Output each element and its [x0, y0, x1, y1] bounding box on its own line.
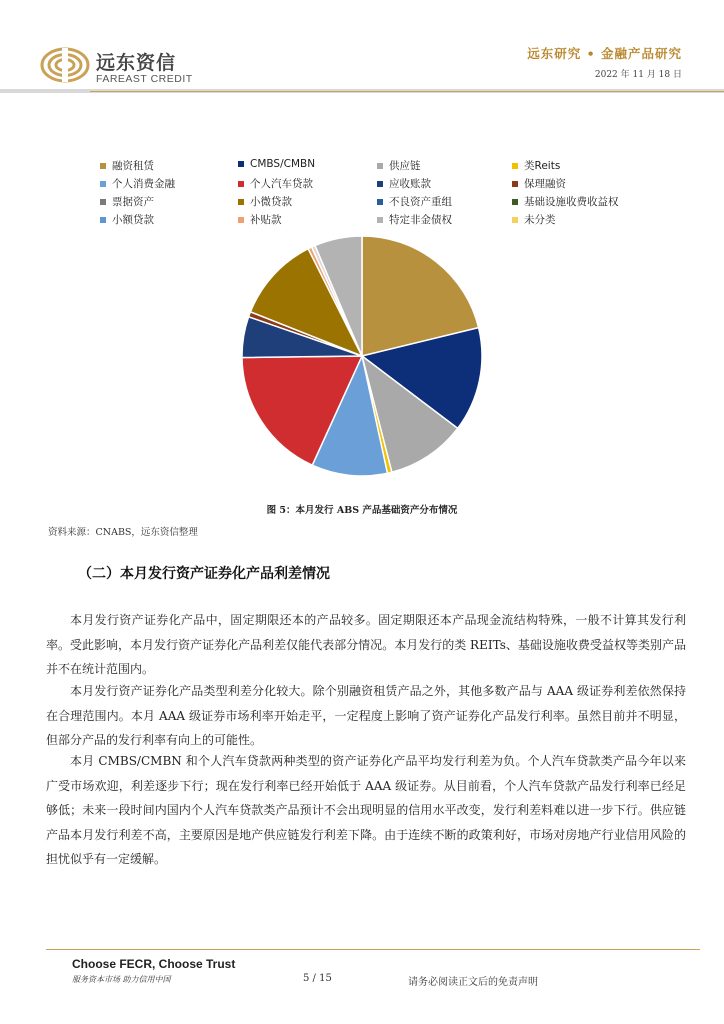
- legend-swatch: [377, 181, 383, 187]
- legend-swatch: [238, 181, 244, 187]
- legend-label: 个人汽车贷款: [250, 178, 313, 190]
- legend-swatch: [377, 217, 383, 223]
- legend-label: 补贴款: [250, 214, 282, 226]
- legend-item: [238, 194, 292, 209]
- body-paragraph: 本月发行资产证券化产品中，固定期限还本的产品较多。固定期限还本产品现金流结构特殊，一般不计算其发行利率。受此影响，本月发行资产证券化产品利差仅能代表部分情况。本月发行的类 REITs、基础设施收费受益权等类别产品并不在统计范围内。: [46, 613, 686, 676]
- header-gold-line: [90, 91, 724, 92]
- logo-english-name: FAREAST CREDIT: [96, 73, 193, 85]
- footer-disclaimer: 请务必阅读正文后的免责声明: [408, 977, 538, 988]
- legend-swatch: [377, 199, 383, 205]
- legend-item: [100, 194, 154, 209]
- legend-item: [377, 194, 452, 209]
- legend-swatch: [100, 217, 106, 223]
- legend-swatch: [100, 181, 106, 187]
- legend-item: [512, 158, 560, 173]
- legend-item: [377, 212, 452, 227]
- footer-slogan: Choose FECR, Choose Trust: [72, 957, 236, 971]
- legend-label: 供应链: [389, 160, 421, 172]
- legend-label: 小微贷款: [250, 196, 292, 208]
- abs-asset-pie-chart: [238, 232, 486, 480]
- legend-swatch: [377, 163, 383, 169]
- legend-item: [512, 194, 619, 209]
- legend-label: CMBS/CMBN: [250, 158, 316, 170]
- legend-item: [512, 212, 556, 227]
- legend-item: [100, 158, 154, 173]
- legend-swatch: [100, 163, 106, 169]
- legend-item: [100, 212, 154, 227]
- body-paragraph: 本月发行资产证券化产品类型利差分化较大。除个别融资租赁产品之外，其他多数产品与 AAA 级证券利差依然保持在合理范围内。本月 AAA 级证券市场利率开始走平，一定程度上影响了资产证券化产品发行利率。虽然目前并不明显，但部分产品的发行利率有向上的可能性。: [46, 684, 686, 747]
- footer-motto: 服务资本市场 助力信用中国: [72, 975, 171, 984]
- legend-item: [377, 176, 431, 191]
- legend-label: 应收账款: [389, 178, 431, 190]
- legend-label: 保理融资: [524, 178, 566, 190]
- legend-label: 不良资产重组: [389, 196, 452, 208]
- report-series-title: 远东研究 • 金融产品研究: [527, 46, 682, 61]
- figure-caption: 图 5：本月发行 ABS 产品基础资产分布情况: [266, 505, 458, 516]
- legend-label: 票据资产: [112, 196, 154, 208]
- legend-swatch: [238, 199, 244, 205]
- data-source-note: 资料来源：CNABS，远东资信整理: [48, 527, 198, 538]
- legend-label: 特定非金债权: [389, 214, 452, 226]
- legend-swatch: [512, 181, 518, 187]
- fareast-logo-icon: [40, 46, 90, 84]
- footer-divider: [46, 949, 700, 950]
- legend-swatch: [238, 161, 244, 167]
- section-heading: （二）本月发行资产证券化产品利差情况: [78, 566, 330, 582]
- page-header: [0, 0, 724, 100]
- legend-item: [512, 176, 566, 191]
- body-paragraph: 本月 CMBS/CMBN 和个人汽车贷款两种类型的资产证券化产品平均发行利差为负。个人汽车贷款类产品今年以来广受市场欢迎，利差逐步下行；现在发行利率已经开始低于 AAA 级证券。从目前看，个人汽车贷款产品发行利率已经足够低；未来一段时间内国内个人汽车贷款类产品预计不会出现明显的信用水平改变，发行利差料难以进一步下行。供应链产品本月发行利差不高，主要原因是地产供应链发行利差下降。由于连续不断的政策利好，市场对房地产行业信用风险的担忧似乎有一定缓解。: [46, 754, 686, 866]
- legend-swatch: [512, 199, 518, 205]
- legend-label: 类Reits: [524, 160, 561, 172]
- page-number: 5 / 15: [303, 973, 332, 984]
- legend-swatch: [238, 217, 244, 223]
- legend-item: [238, 212, 282, 227]
- legend-item: [100, 176, 175, 191]
- legend-swatch: [100, 199, 106, 205]
- legend-item: [238, 176, 313, 191]
- legend-label: 未分类: [524, 214, 556, 226]
- legend-item: [238, 158, 315, 170]
- legend-label: 小额贷款: [112, 214, 154, 226]
- legend-swatch: [512, 163, 518, 169]
- legend-label: 基础设施收费收益权: [524, 196, 619, 208]
- legend-label: 个人消费金融: [112, 178, 175, 190]
- legend-label: 融资租赁: [112, 160, 154, 172]
- report-date: 2022 年 11 月 18 日: [594, 70, 682, 80]
- logo-chinese-name: 远东资信: [96, 52, 177, 74]
- legend-item: [377, 158, 421, 173]
- legend-swatch: [512, 217, 518, 223]
